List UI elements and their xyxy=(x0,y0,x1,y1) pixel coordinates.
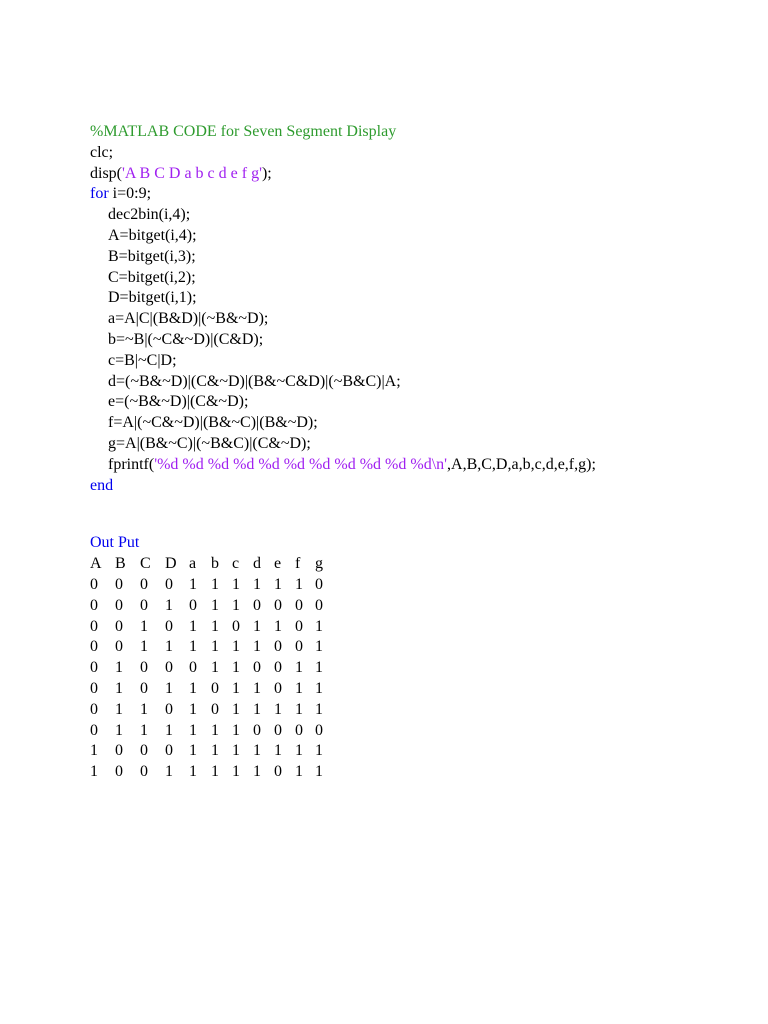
table-cell: 0 xyxy=(295,596,303,614)
table-cell: 0 xyxy=(115,617,123,635)
table-cell: 0 xyxy=(90,596,98,614)
table-cell: 1 xyxy=(295,700,303,718)
table-cell: 1 xyxy=(232,763,240,781)
fprintf-prefix: fprintf( xyxy=(108,455,155,473)
code-line-body: C=bitget(i,2); xyxy=(108,268,196,286)
table-cell: 0 xyxy=(211,700,219,718)
table-cell: 0 xyxy=(140,575,148,593)
table-cell: 1 xyxy=(253,575,261,593)
table-cell: 0 xyxy=(90,617,98,635)
column-header: C xyxy=(140,555,151,573)
table-cell: 1 xyxy=(274,742,282,760)
table-row xyxy=(90,658,335,679)
table-cell: 1 xyxy=(211,763,219,781)
table-cell: 1 xyxy=(115,659,123,677)
table-cell: 0 xyxy=(115,596,123,614)
code-comment: %MATLAB CODE for Seven Segment Display xyxy=(90,123,397,140)
for-keyword: for xyxy=(90,185,109,203)
fprintf-suffix: ,A,B,C,D,a,b,c,d,e,f,g); xyxy=(447,455,596,473)
table-cell: 0 xyxy=(295,721,303,739)
table-cell: 0 xyxy=(90,638,98,656)
table-cell: 0 xyxy=(90,679,98,697)
code-line-body: e=(~B&~D)|(C&~D); xyxy=(108,393,249,411)
table-cell: 1 xyxy=(295,659,303,677)
table-cell: 1 xyxy=(189,742,197,760)
table-cell: 1 xyxy=(140,721,148,739)
table-cell: 1 xyxy=(189,763,197,781)
code-line-body: dec2bin(i,4); xyxy=(108,206,191,224)
table-cell: 0 xyxy=(211,679,219,697)
table-cell: 1 xyxy=(253,742,261,760)
table-cell: 1 xyxy=(165,763,173,781)
table-cell: 1 xyxy=(90,742,98,760)
table-cell: 0 xyxy=(295,638,303,656)
table-cell: 1 xyxy=(115,721,123,739)
table-cell: 1 xyxy=(295,742,303,760)
table-row xyxy=(90,575,335,596)
column-header: B xyxy=(115,555,126,573)
end-keyword: end xyxy=(90,476,114,494)
table-cell: 0 xyxy=(90,575,98,593)
table-cell: 1 xyxy=(232,742,240,760)
table-cell: 0 xyxy=(165,742,173,760)
code-line-clc: clc; xyxy=(90,143,114,161)
code-line-disp xyxy=(90,164,728,185)
table-cell: 0 xyxy=(115,763,123,781)
table-cell: 0 xyxy=(274,679,282,697)
table-row xyxy=(90,637,335,658)
table-cell: 0 xyxy=(165,575,173,593)
spacer xyxy=(90,496,728,533)
table-cell: 0 xyxy=(115,742,123,760)
output-heading: Out Put xyxy=(90,534,140,552)
column-header: a xyxy=(189,555,197,573)
table-cell: 0 xyxy=(253,659,261,677)
column-header: c xyxy=(232,555,240,573)
column-header: D xyxy=(165,555,177,573)
column-header: f xyxy=(295,555,301,573)
document-body xyxy=(90,122,728,783)
table-cell: 1 xyxy=(274,617,282,635)
table-cell: 1 xyxy=(211,575,219,593)
table-cell: 0 xyxy=(189,596,197,614)
table-row xyxy=(90,617,335,638)
code-line-body: d=(~B&~D)|(C&~D)|(B&~C&D)|(~B&C)|A; xyxy=(108,372,401,390)
table-cell: 0 xyxy=(140,659,148,677)
for-range: i=0:9; xyxy=(108,185,152,203)
table-cell: 0 xyxy=(90,721,98,739)
table-cell: 1 xyxy=(189,679,197,697)
table-cell: 0 xyxy=(315,596,323,614)
table-row xyxy=(90,679,335,700)
table-cell: 0 xyxy=(140,742,148,760)
table-cell: 0 xyxy=(274,763,282,781)
table-cell: 1 xyxy=(315,679,323,697)
table-cell: 0 xyxy=(90,659,98,677)
table-cell: 1 xyxy=(140,700,148,718)
table-cell: 1 xyxy=(211,617,219,635)
table-cell: 1 xyxy=(232,721,240,739)
table-cell: 1 xyxy=(90,763,98,781)
table-cell: 1 xyxy=(253,638,261,656)
code-line-for xyxy=(90,184,728,205)
table-cell: 1 xyxy=(165,721,173,739)
table-cell: 0 xyxy=(253,721,261,739)
table-row xyxy=(90,721,335,742)
table-cell: 1 xyxy=(315,659,323,677)
truth-table xyxy=(90,554,335,783)
code-line-fprintf xyxy=(90,455,728,476)
table-cell: 1 xyxy=(211,659,219,677)
column-header: A xyxy=(90,555,102,573)
table-cell: 1 xyxy=(253,617,261,635)
disp-prefix: disp( xyxy=(90,164,122,182)
table-cell: 1 xyxy=(165,596,173,614)
table-cell: 1 xyxy=(274,575,282,593)
table-cell: 1 xyxy=(211,742,219,760)
column-header: b xyxy=(211,555,219,573)
code-line-body: a=A|C|(B&D)|(~B&~D); xyxy=(108,310,269,328)
table-cell: 0 xyxy=(295,617,303,635)
table-cell: 1 xyxy=(274,700,282,718)
table-cell: 1 xyxy=(189,575,197,593)
table-cell: 1 xyxy=(115,679,123,697)
code-line-body: f=A|(~C&~D)|(B&~C)|(B&~D); xyxy=(108,414,318,432)
table-cell: 1 xyxy=(295,575,303,593)
table-cell: 1 xyxy=(315,742,323,760)
column-header: g xyxy=(315,555,323,573)
code-line-body: A=bitget(i,4); xyxy=(108,226,197,244)
disp-suffix: ); xyxy=(261,164,272,182)
table-cell: 1 xyxy=(315,763,323,781)
table-body xyxy=(90,575,335,783)
table-cell: 1 xyxy=(189,700,197,718)
table-cell: 1 xyxy=(140,617,148,635)
code-line-body: g=A|(B&~C)|(~B&C)|(C&~D); xyxy=(108,434,311,452)
table-cell: 0 xyxy=(140,763,148,781)
table-cell: 1 xyxy=(232,679,240,697)
table-cell: 0 xyxy=(90,700,98,718)
table-cell: 0 xyxy=(315,575,323,593)
table-cell: 1 xyxy=(189,721,197,739)
table-cell: 1 xyxy=(232,575,240,593)
table-cell: 0 xyxy=(232,617,240,635)
code-line-body: c=B|~C|D; xyxy=(108,351,177,369)
table-cell: 0 xyxy=(253,596,261,614)
table-header-row xyxy=(90,554,335,575)
table-cell: 0 xyxy=(315,721,323,739)
table-cell: 0 xyxy=(140,596,148,614)
code-line-body: D=bitget(i,1); xyxy=(108,289,197,307)
table-cell: 1 xyxy=(232,638,240,656)
table-cell: 1 xyxy=(232,596,240,614)
table-cell: 0 xyxy=(165,617,173,635)
table-cell: 0 xyxy=(274,638,282,656)
table-cell: 1 xyxy=(315,617,323,635)
table-cell: 1 xyxy=(211,721,219,739)
table-row xyxy=(90,741,335,762)
table-row xyxy=(90,762,335,783)
fprintf-string: '%d %d %d %d %d %d %d %d %d %d %d\n' xyxy=(154,455,448,473)
table-cell: 0 xyxy=(115,575,123,593)
table-cell: 0 xyxy=(274,596,282,614)
table-cell: 1 xyxy=(253,679,261,697)
table-cell: 1 xyxy=(211,596,219,614)
table-cell: 1 xyxy=(189,617,197,635)
column-header: e xyxy=(274,555,282,573)
table-cell: 0 xyxy=(140,679,148,697)
table-cell: 1 xyxy=(315,700,323,718)
disp-string: 'A B C D a b c d e f g' xyxy=(122,164,262,182)
table-cell: 1 xyxy=(315,638,323,656)
table-cell: 1 xyxy=(165,679,173,697)
table-cell: 1 xyxy=(165,638,173,656)
table-cell: 1 xyxy=(253,700,261,718)
table-cell: 1 xyxy=(211,638,219,656)
table-cell: 0 xyxy=(165,659,173,677)
table-cell: 0 xyxy=(274,721,282,739)
code-line-body: B=bitget(i,3); xyxy=(108,247,196,265)
column-header: d xyxy=(253,555,261,573)
table-cell: 1 xyxy=(295,679,303,697)
table-cell: 0 xyxy=(115,638,123,656)
table-cell: 1 xyxy=(253,763,261,781)
table-cell: 0 xyxy=(189,659,197,677)
table-cell: 1 xyxy=(295,763,303,781)
table-row xyxy=(90,596,335,617)
table-cell: 0 xyxy=(165,700,173,718)
table-cell: 1 xyxy=(140,638,148,656)
table-row xyxy=(90,700,335,721)
table-cell: 0 xyxy=(274,659,282,677)
table-cell: 1 xyxy=(115,700,123,718)
table-cell: 1 xyxy=(232,700,240,718)
table-cell: 1 xyxy=(232,659,240,677)
table-cell: 1 xyxy=(189,638,197,656)
code-line-body: b=~B|(~C&~D)|(C&D); xyxy=(108,330,264,348)
